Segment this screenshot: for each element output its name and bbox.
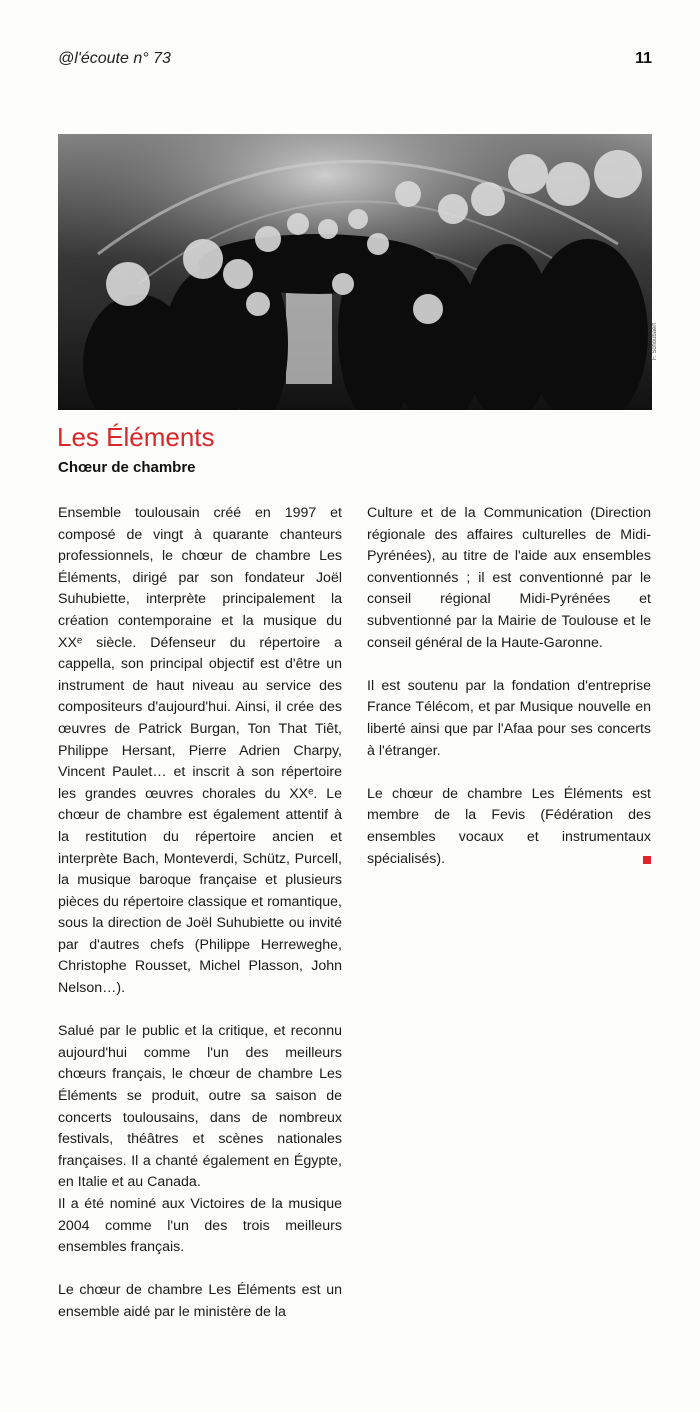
end-of-article-marker: [643, 856, 651, 864]
choir-photo: [58, 134, 652, 410]
page-number: 11: [635, 50, 652, 67]
paragraph: Il est soutenu par la fondation d'entreprise France Télécom, et par Musique nouvelle en liberté ainsi que par l'Afaa pour ses concerts à l'étranger.: [367, 677, 651, 759]
paragraph: Le chœur de chambre Les Éléments est un ensemble aidé par le ministère de la: [58, 1282, 342, 1320]
photo-credit: F. Schoubaert: [652, 322, 658, 360]
choir-photo-graphic: [58, 134, 652, 410]
text-column-right: [367, 503, 651, 870]
paragraph-text: Le chœur de chambre Les Éléments est membre de la Fevis (Fédération des ensembles vocaux et instrumentaux spécialisés).: [367, 785, 651, 867]
paragraph: Salué par le public et la critique, et reconnu aujourd'hui comme l'un des meilleurs chœurs français, le chœur de chambre Les Éléments se produit, outre sa saison de concerts toulousains, dans de nombreux festivals, théâtres et scènes nationales françaises. Il a chanté également en Égypte, en Italie et au Canada.: [58, 1023, 342, 1191]
article-title: Les Éléments: [57, 422, 215, 452]
text-column-left: [58, 503, 342, 1324]
paragraph: Il a été nominé aux Victoires de la musique 2004 comme l'un des trois meilleurs ensembles français.: [58, 1196, 342, 1256]
paragraph: Ensemble toulousain créé en 1997 et composé de vingt à quarante chanteurs professionnels, le chœur de chambre Les Éléments, dirigé par son fondateur Joël Suhubiette, interprète principalement la création contemporaine et la musique du XXᵉ siècle. Défenseur du répertoire a cappella, son principal objectif est d'être un instrument de haut niveau au service des compositeurs d'aujourd'hui. Ainsi, il crée des œuvres de Patrick Burgan, Ton That Tiêt, Philippe Hersant, Pierre Adrien Charpy, Vincent Paulet… et inscrit à son répertoire les grandes œuvres chorales du XXᵉ. Le chœur de chambre est également attentif à la restitution du répertoire ancien et interprète Bach, Monteverdi, Schütz, Purcell, la musique baroque française et plusieurs pièces du répertoire classique et romantique, sous la direction de Joël Suhubiette ou invité par d'autres chefs (Philippe Herreweghe, Christophe Rousset, Michel Plasson, John Nelson…).: [58, 505, 342, 997]
article-subtitle: Chœur de chambre: [58, 459, 196, 476]
paragraph-final: [367, 784, 651, 870]
publication-header: @l'écoute n° 73: [58, 50, 171, 67]
paragraph: Culture et de la Communication (Direction régionale des affaires culturelles de Midi-Pyrénées), au titre de l'aide aux ensembles conventionnés ; il est conventionné par le conseil régional Midi-Pyrénées et subventionné par la Mairie de Toulouse et le conseil général de la Haute-Garonne.: [367, 505, 651, 651]
